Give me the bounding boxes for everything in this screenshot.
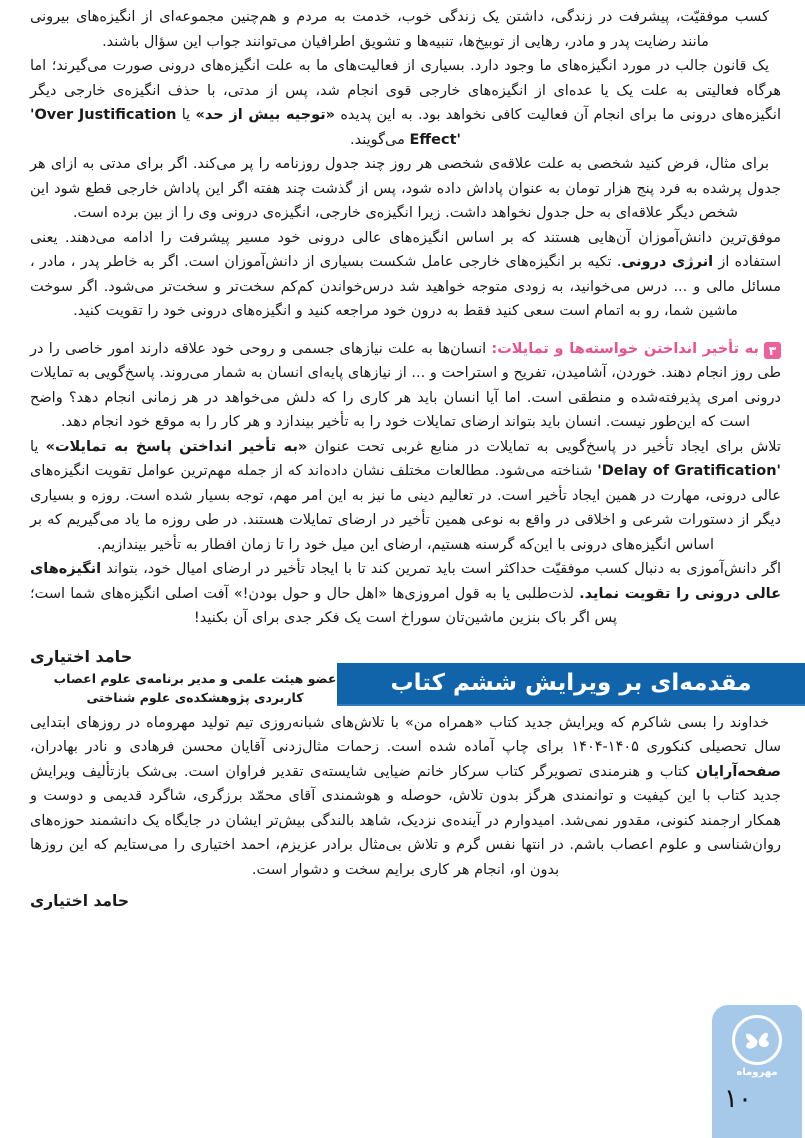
chapter-banner: مقدمه‌ای بر ویرایش ششم کتاب bbox=[337, 663, 805, 706]
text-segment: شناخته می‌شود. مطالعات مختلف نشان داده‌اند که از جمله مهم‌ترین عوامل تقویت انگیزه‌های عالی درونی، مهارت در همین ایجاد تأخیر است. در تعالیم دینی ما نیز به این امر مهم، توجه بسیار شده است. روزه و بسیاری دیگر از دستورات شرعی و اخلاقی در واقع به نوعی همین تأخیر در ارضای تمایلات هستند. در طی روزه ما یاد می‌گیریم که بر اساس انگیزه‌های درونی با این‌که گرسنه هستیم، ارضای این میل خود را تا زمان افطار به تأخیر بیندازیم. bbox=[30, 463, 781, 553]
publisher-tab bbox=[712, 1005, 802, 1138]
text-segment: یا bbox=[176, 107, 196, 123]
section-number-badge: ۳ bbox=[764, 342, 781, 359]
text-segment: تلاش برای ایجاد تأخیر در پاسخ‌گویی به تمایلات در منابع غربی تحت عنوان bbox=[307, 438, 781, 455]
text-segment: لذت‌طلبی یا به قول امروزی‌ها «اهل حال و حول بودن!» آفت اصلی انگیزه‌های شما است؛ پس اگر باک بنزین ماشین‌تان سوراخ است یک فکر جدی برای آن بکنید! bbox=[30, 585, 618, 626]
author-role: کاربردی پژوهشکده‌ی علوم شناختی bbox=[86, 689, 304, 705]
signature-banner-row bbox=[30, 645, 781, 711]
text-segment: «توجیه بیش از حد» bbox=[195, 107, 336, 123]
text-segment: 'Delay of Gratification' bbox=[597, 463, 781, 479]
text-segment: موفق‌ترین دانش‌آموزان آن‌هایی هستند که بر اساس انگیزه‌های عالی درونی خود مسیر پیشرفت را ادامه می‌دهند. یعنی استفاده از bbox=[30, 229, 781, 270]
text-segment: صفحه‌آرایان bbox=[695, 763, 781, 780]
text-segment: یا bbox=[30, 438, 46, 455]
paragraph bbox=[30, 435, 781, 558]
paragraph bbox=[30, 711, 781, 883]
text-segment: کسب موفقیّت، پیشرفت در زندگی، داشتن یک زندگی خوب، خدمت به مردم و هم‌چنین مجموعه‌ای از انگیزه‌های بیرونی مانند رضایت پدر و مادر، رهایی از توبیخ‌ها، تنبیه‌ها و تشویق اطرافیان می‌توانند جواب این سؤال باشند. bbox=[30, 9, 769, 50]
text-segment: اگر دانش‌آموزی به دنبال کسب موفقیّت حداکثر است باید تمرین کند تا با ایجاد تأخیر در ارضای امیال خود، بتواند bbox=[101, 561, 781, 577]
section-paragraph bbox=[30, 337, 781, 435]
publisher-name: مهروماه bbox=[736, 1067, 778, 1078]
paragraph bbox=[30, 5, 781, 54]
paragraph bbox=[30, 54, 781, 152]
text-segment: برای مثال، فرض کنید شخصی به علت علاقه‌ی شخصی هر روز چند جدول روزنامه را پر می‌کند. اگر برای مدتی به ازای هر جدول پرشده به فرد پنج هزار تومان به عنوان پاداش داده شود، پس از گذشت چند هفته اگر این پاداش خارجی قطع شود این شخص دیگر علاقه‌ای به حل جدول نخواهد داشت. زیرا انگیزه‌ی خارجی، انگیزه‌ی درونی وی را از بین برده است. bbox=[30, 156, 781, 221]
text-segment: انگیزه‌های عالی درونی را تقویت نماید. bbox=[30, 561, 781, 602]
text-segment: . تکیه بر انگیزه‌های خارجی عامل شکست بسیاری از دانش‌آموزان است. اگر به خاطر پدر ، مادر ، مسائل مالی و ... درس می‌خوانید، به زودی متوجه خواهید شد درس‌خواندن کم‌کم سخت‌تر و سخت‌تر می‌شود. اگر سوخت ماشین شما، رو به اتمام است سعی کنید فقط به درون خود مراجعه کنید و انگیزه‌های درونی خود را تقویت کنید. bbox=[30, 254, 781, 319]
page-number: ۱۰ bbox=[724, 1084, 752, 1114]
publisher-logo bbox=[732, 1015, 782, 1065]
butterfly-logo-icon bbox=[740, 1023, 774, 1057]
paragraph bbox=[30, 226, 781, 324]
text-segment: خداوند را بسی شاکرم که ویرایش جدید کتاب «همراه من» با تلاش‌های شبانه‌روزی تیم تولید مهروماه در روزهای ابتدایی سال تحصیلی کنکوری ۱۴۰۵-۱۴۰۴ برای چاپ آماده شده است. زحمات مثال‌زدنی آقایان محسن فرهادی و نادر بهادران، bbox=[30, 714, 782, 755]
paragraph bbox=[30, 557, 781, 631]
text-segment: یک قانون جالب در مورد انگیزه‌های ما وجود دارد. بسیاری از فعالیت‌های ما به علت انگیزه‌های درونی صورت می‌گیرند؛ اما هرگاه فعالیتی به علت یک یا عده‌ای از انگیزه‌های خارجی قوی انجام شد، پس از مدتی، با حذف انگیزه‌ی خارجی دیگر انگیزه‌های درونی ما برای انجام آن فعالیت کافی نخواهد بود. به این پدیده bbox=[30, 58, 781, 123]
author-signature-block bbox=[30, 647, 360, 707]
text-segment: کتاب و هنرمندی تصویرگر کتاب سرکار خانم ضیایی شایسته‌ی تقدیر فراوان است. بی‌شک بازتألیف ویرایش جدید کتاب با این کیفیت و توانمندی هرگز بدون تلاش، حوصله و هوشمندی آقای محمّد برزگری، شاگرد قدیمی و دوست و همکار ارجمند کنونی، مقدور نمی‌شد. امیدوارم در آینده‌ی نزدیک، شاهد بالندگی بیش‌تر ایشان در جایگاه یک دانشمند حوزه‌های روان‌شناسی و علوم اعصاب باشم. در انتها نفس گرم و تلاش بی‌مثال برادر عزیزم، احمد اختیاری را می‌ستایم که این روزها بدون او، انجام هر کاری برایم سخت و دشوار است. bbox=[30, 763, 781, 878]
text-segment: به تأخیر انداختن خواسته‌ها و تمایلات: bbox=[491, 340, 759, 357]
text-segment: 'Over Justification Effect' bbox=[30, 107, 461, 148]
text-segment: انرژی درونی bbox=[621, 254, 714, 270]
author-signature: حامد اختیاری bbox=[30, 892, 130, 910]
text-segment: می‌گویند. bbox=[350, 131, 410, 148]
article-content bbox=[30, 5, 781, 1138]
text-segment: «به تأخیر انداختن پاسخ به تمایلات» bbox=[45, 438, 308, 455]
text-segment: انسان‌ها به علت نیازهای جسمی و روحی خود علاقه دارند امور خاصی را در طی روز انجام دهند. خوردن، آشامیدن، تفریح و استراحت و ... از نیازهای پایه‌ای انسان به شمار می‌روند. پاسخ‌گویی به تمایلات درونی امری پذیرفته‌شده و منطقی است. اما آیا انسان باید هر کاری را که دلش می‌خواهد در هر زمانی انجام دهد؟ واضح است که این‌طور نیست. انسان باید بتواند ارضای تمایلات خود را به تأخیر بیندازد و هر کار را به موقع خود انجام دهد. bbox=[30, 340, 781, 430]
author-role: عضو هیئت علمی و مدیر برنامه‌ی علوم اعصاب bbox=[53, 670, 337, 686]
author-name: حامد اختیاری bbox=[30, 646, 133, 666]
paragraph bbox=[30, 152, 781, 226]
